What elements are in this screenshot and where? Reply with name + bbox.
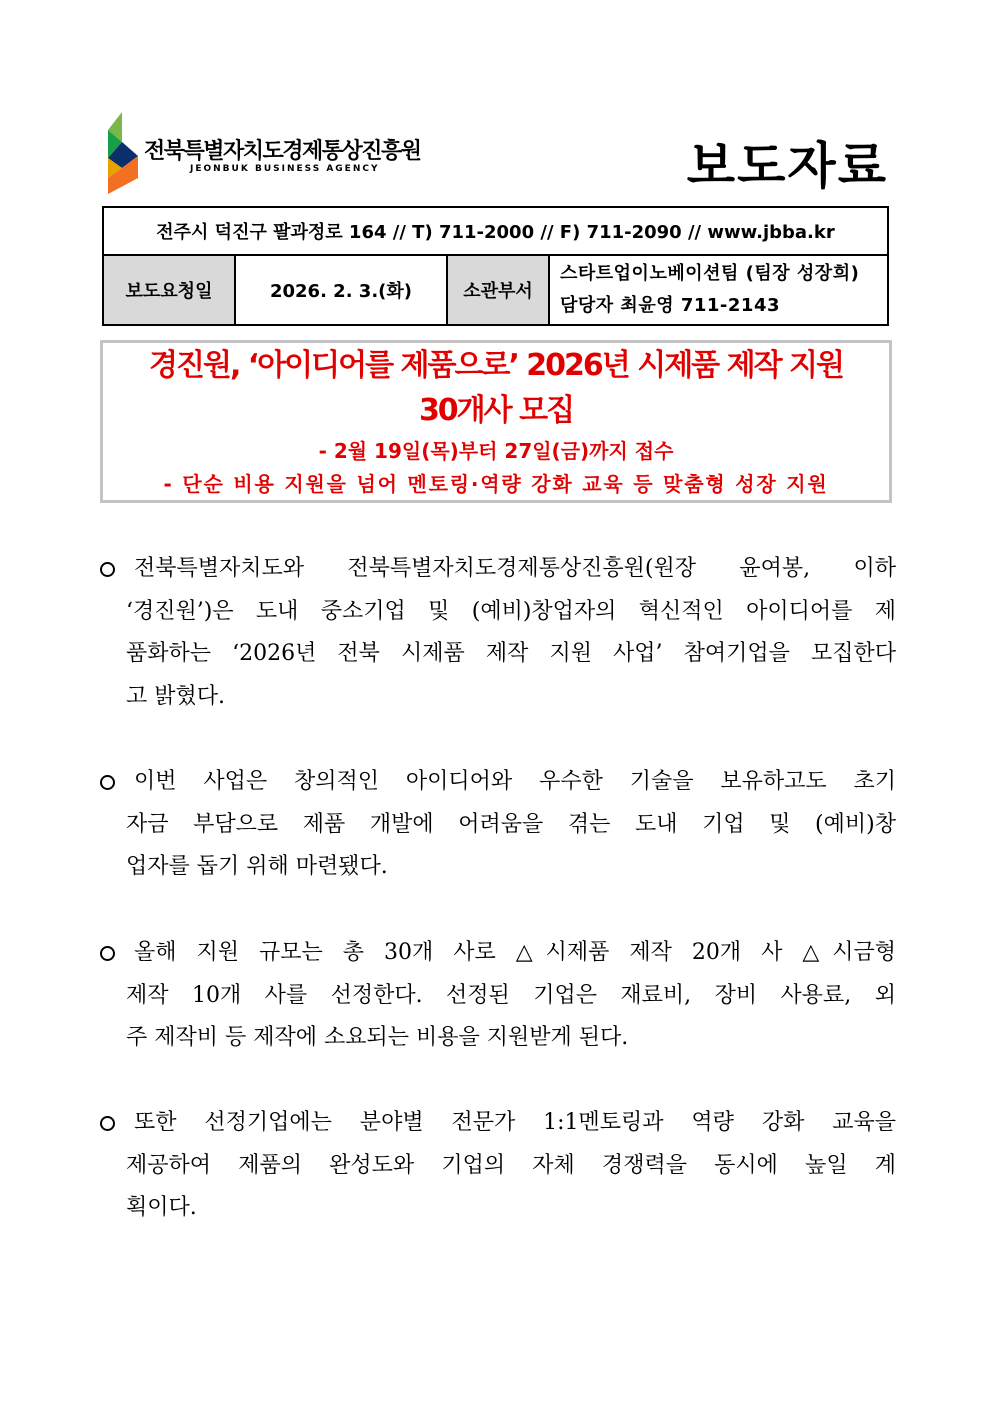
doc-type-title: 보도자료 — [686, 137, 888, 195]
circle-bullet-icon — [100, 946, 115, 961]
org-name: 전북특별자치도경제통상진흥원 — [144, 139, 421, 164]
paragraph-line: 제작 10개 사를 선정한다. 선정된 기업은 재료비, 장비 사용료, 외 — [126, 982, 896, 1008]
paragraph-2 — [100, 761, 896, 889]
headline-sub-1: - 2월 19일(목)부터 27일(금)까지 접수 — [318, 439, 674, 463]
paragraph-line: 품화하는 ‘2026년 전북 시제품 제작 지원 사업’ 참여기업을 모집한다 — [126, 641, 896, 666]
org-name-en: JEONBUK BUSINESS AGENCY — [190, 164, 380, 174]
dept-label: 소관부서 — [447, 255, 549, 325]
paragraph-line: 올해 지원 규모는 총 30개 사로 △시제품 제작 20개 사 △시금형 — [134, 940, 896, 965]
paragraph-line: 제공하여 제품의 완성도와 기업의 자체 경쟁력을 동시에 높일 계 — [126, 1152, 896, 1178]
circle-bullet-icon — [100, 562, 115, 577]
paragraph-line: 업자를 돕기 위해 마련됐다. — [126, 854, 388, 879]
dept-team: 스타트업이노베이션팀 (팀장 성장희) — [560, 263, 860, 284]
paragraph-4 — [100, 1102, 896, 1230]
paragraph-line: 획이다. — [126, 1195, 197, 1220]
paragraph-line: 이번 사업은 창의적인 아이디어와 우수한 기술을 보유하고도 초기 — [134, 769, 896, 794]
address-line: 전주시 덕진구 팔과정로 164 // T) 711-2000 // F) 711-2090 // www.jbba.kr — [103, 207, 888, 255]
info-table — [102, 206, 889, 326]
agency-logo — [104, 112, 421, 202]
headline-title-2: 30개사 모집 — [418, 393, 574, 428]
date-label: 보도요청일 — [103, 255, 235, 325]
circle-bullet-icon — [100, 775, 115, 790]
headline-title-1: 경진원, ‘아이디어를 제품으로’ 2026년 시제품 제작 지원 — [149, 348, 843, 383]
paragraph-line: 고 밝혔다. — [126, 683, 225, 709]
paragraph-line: 전북특별자치도와 전북특별자치도경제통상진흥원(원장 윤여봉, 이하 — [134, 556, 896, 581]
paragraph-line: ‘경진원’)은 도내 중소기업 및 (예비)창업자의 혁신적인 아이디어를 제 — [126, 598, 896, 624]
paragraph-3 — [100, 932, 896, 1060]
dept-contact: 담당자 최윤영 711-2143 — [560, 295, 781, 316]
paragraph-line: 자금 부담으로 제품 개발에 어려움을 겪는 도내 기업 및 (예비)창 — [126, 811, 896, 837]
headline-box — [100, 340, 892, 503]
circle-bullet-icon — [100, 1116, 115, 1131]
paragraph-1 — [100, 548, 896, 718]
date-value: 2026. 2. 3.(화) — [235, 255, 447, 325]
paragraph-line: 또한 선정기업에는 분야별 전문가 1:1멘토링과 역량 강화 교육을 — [134, 1110, 896, 1135]
dept-info — [549, 255, 888, 325]
paragraph-line: 주 제작비 등 제작에 소요되는 비용을 지원받게 된다. — [126, 1025, 629, 1050]
agency-emblem-icon — [104, 112, 140, 194]
headline-sub-2: - 단순 비용 지원을 넘어 멘토링·역량 강화 교육 등 맞춤형 성장 지원 — [163, 472, 829, 496]
